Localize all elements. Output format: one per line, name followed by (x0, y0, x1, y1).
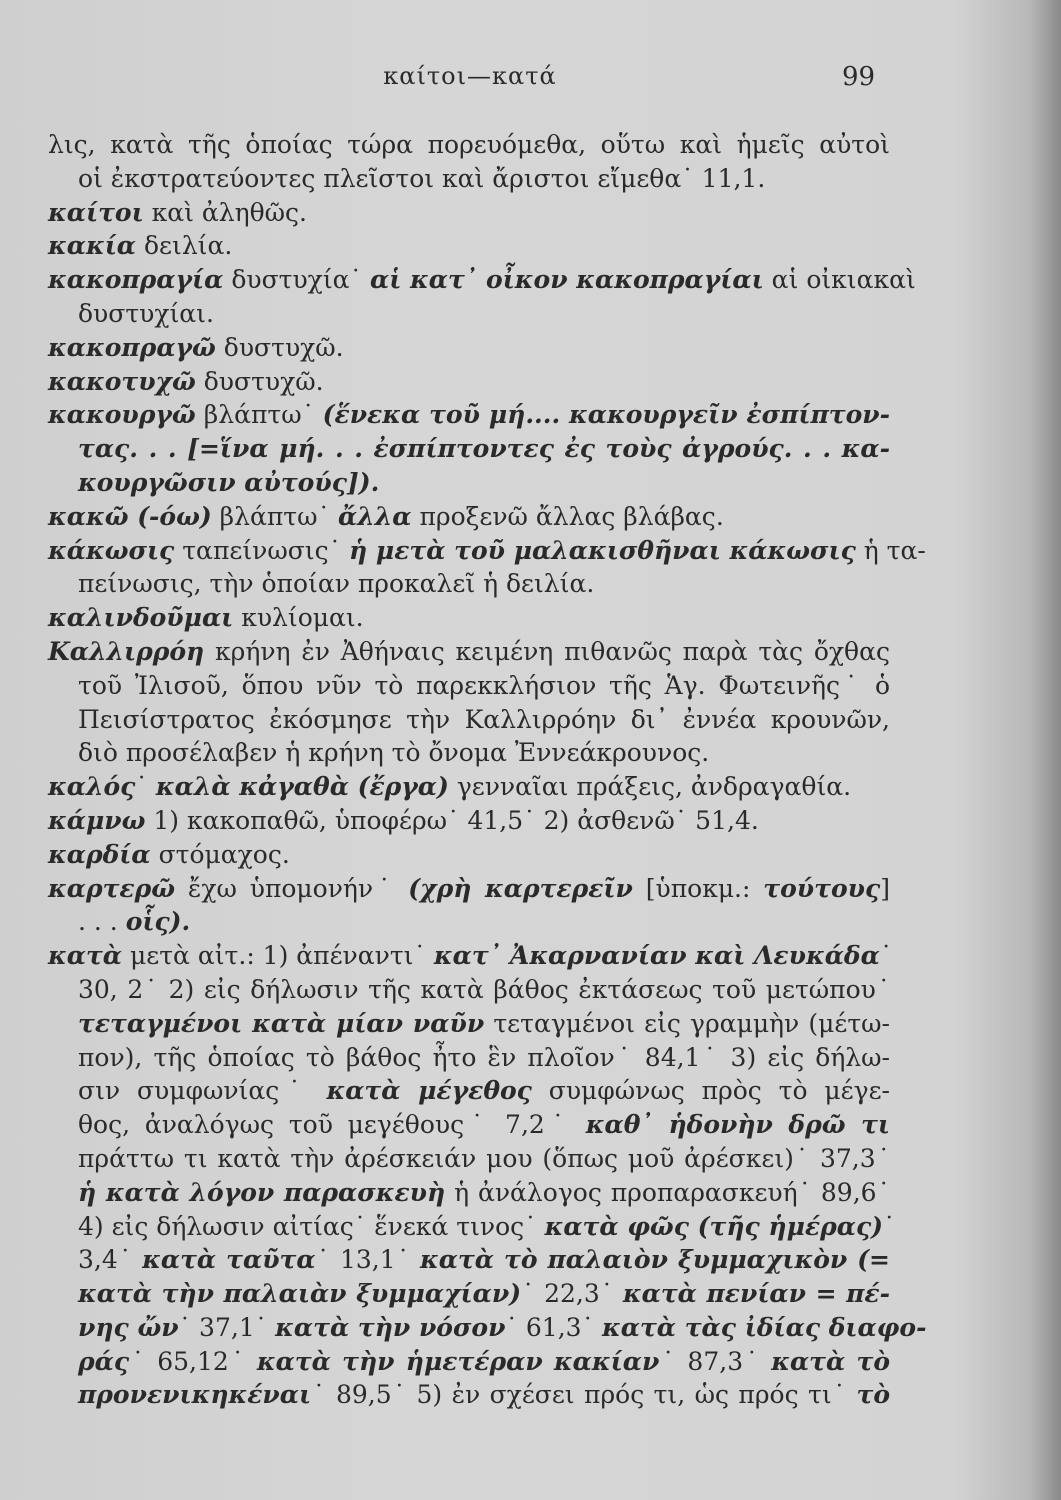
text-segment: ˙ 13,1˙ (315, 1245, 420, 1275)
headword: κατὰ (48, 941, 123, 971)
text-line (48, 398, 890, 432)
text-segment: δυστυχῶ. (215, 332, 344, 362)
text-line (48, 736, 890, 770)
text-segment: ] (880, 873, 890, 903)
text-segment: δυστυχίαι. (78, 298, 214, 328)
headword: κατ᾿ Ἀκαρνανίαν καὶ Λευκάδα (433, 941, 880, 971)
headword: κακοτυχῶ (48, 366, 196, 396)
text-segment: διὸ προσέλαβεν ἡ κρήνη τὸ ὄνομα Ἐννεάκρουνος. (78, 738, 710, 768)
headword: κατὰ τὰς ἰδίας διαφο- (602, 1312, 927, 1342)
headword: κατὰ τὸ (771, 1346, 890, 1376)
headword: τας. . . [=ἵνα μή. . . ἐσπίπτοντες ἐς τοὺς ἀγρούς. . . κα- (78, 434, 890, 464)
headword: τεταγμένοι κατὰ μίαν ναῦν (78, 1008, 485, 1038)
text-line (48, 838, 890, 872)
text-line (48, 567, 890, 601)
headword: κάκωσις (48, 535, 175, 565)
text-segment: μετὰ αἰτ.: 1) ἀπέναντι˙ (122, 941, 434, 971)
headword: καίτοι (48, 197, 144, 227)
glossary-text (48, 128, 927, 1412)
headword: ἡ κατὰ λόγον παρασκευὴ (78, 1177, 446, 1207)
text-segment: αἱ οἰκιακαὶ (763, 265, 916, 295)
text-segment: δειλία. (136, 231, 233, 261)
text-line (48, 162, 890, 196)
text-line (48, 1378, 890, 1412)
text-line (48, 1041, 890, 1075)
text-segment: λις, κατὰ τῆς ὁποίας τώρα πορευόμεθα, οὕτω καὶ ἡμεῖς αὐτοὶ (48, 130, 890, 159)
text-line (48, 1176, 890, 1210)
headword: Καλλιρρόη (48, 636, 205, 666)
text-segment: 1) κακοπαθῶ, ὑποφέρω˙ 41,5˙ 2) ἀσθενῶ˙ 51,4. (145, 805, 759, 835)
text-segment: ˙ (879, 941, 893, 971)
page-number: 99 (842, 62, 876, 92)
text-segment: κυλίομαι. (233, 603, 364, 633)
text-segment: ˙ 89,5˙ 5) ἐν σχέσει πρός τι, ὡς πρός τι˙ (311, 1380, 857, 1410)
headword: (ἕνεκα τοῦ μή.... κακουργεῖν ἐσπίπτον- (322, 400, 890, 430)
text-line (48, 1007, 890, 1041)
headword: ἡ μετὰ τοῦ μαλακισθῆναι κάκωσις (349, 535, 856, 565)
running-head: καίτοι—κατά (383, 62, 557, 90)
text-segment: γενναῖαι πράξεις, ἀνδραγαθία. (448, 772, 852, 802)
text-segment: βλάπτω˙ (211, 501, 338, 531)
text-segment: ˙ (883, 1211, 896, 1241)
text-line (48, 703, 890, 737)
headword: κακουργῶ (48, 400, 196, 430)
text-segment: στόμαχος. (150, 839, 290, 869)
headword: καθ᾿ ἡδονὴν δρῶ τι (585, 1110, 890, 1140)
text-line (48, 1108, 890, 1142)
text-line (48, 229, 890, 263)
text-line (48, 1243, 890, 1277)
headword: κατὰ μέγεθος (326, 1076, 532, 1106)
text-line (48, 905, 890, 939)
headword: οἷς). (125, 907, 191, 937)
text-line (48, 263, 916, 297)
text-line (48, 1210, 896, 1244)
headword: προνενικηκέναι (78, 1380, 312, 1410)
headword: κατὰ τὴν ἡμετέραν κακίαν (256, 1346, 660, 1376)
text-segment: τοῦ Ἰλισοῦ, ὅπου νῦν τὸ παρεκκλήσιον τῆς Ἁγ. Φωτεινῆς˙ ὁ (78, 670, 890, 700)
page-header (0, 62, 1061, 98)
text-line (48, 500, 890, 534)
text-segment: σιν συμφωνίας˙ (78, 1076, 327, 1106)
text-line (48, 365, 890, 399)
headword: καλός (48, 772, 136, 802)
text-segment: πείνωσις, τὴν ὁποίαν προκαλεῖ ἡ δειλία. (78, 569, 595, 599)
headword: κακοπραγία (48, 265, 224, 295)
text-line (48, 1311, 927, 1345)
headword: κατὰ πενίαν = πέ- (622, 1279, 890, 1309)
text-segment: ταπείνωσις˙ (174, 535, 350, 565)
text-segment: οἱ ἐκστρατεύοντες πλεῖστοι καὶ ἄριστοι εἴμεθα˙ 11,1. (78, 163, 766, 193)
text-segment: ˙ (135, 772, 156, 802)
text-segment: καὶ ἀληθῶς. (143, 197, 307, 227)
text-line (48, 939, 893, 973)
headword: κακοπραγῶ (48, 332, 216, 362)
text-segment: ἔχω ὑπομονήν˙ (175, 873, 409, 903)
text-line (48, 669, 890, 703)
text-segment: ˙ 61,3˙ (505, 1312, 602, 1342)
headword: κακῶ (-όω) (48, 501, 212, 531)
headword: καρτερῶ (48, 873, 176, 903)
headword: ράς (78, 1346, 130, 1376)
text-line (48, 973, 890, 1007)
text-line (48, 635, 890, 669)
text-line (48, 432, 890, 466)
headword: κακία (48, 231, 137, 261)
text-segment: βλάπτω˙ (195, 400, 323, 430)
text-line (48, 196, 890, 230)
text-segment: Πεισίστρατος ἐκόσμησε τὴν Καλλιρρόην δι᾿ ἐννέα κρουνῶν, (78, 704, 890, 734)
headword: κατὰ τὴν παλαιὰν ξυμμαχίαν) (78, 1279, 522, 1309)
text-line (48, 534, 926, 568)
headword: κατὰ ταῦτα (142, 1245, 316, 1275)
headword: κατὰ τὸ παλαιὸν ξυμμαχικὸν (= (419, 1245, 890, 1275)
text-segment: 4) εἰς δήλωσιν αἰτίας˙ ἕνεκά τινος˙ (78, 1211, 545, 1241)
headword: τὸ (856, 1380, 890, 1410)
text-line (48, 1277, 890, 1311)
text-segment: . . . (78, 907, 126, 937)
text-segment: ˙ 22,3˙ (521, 1279, 623, 1309)
text-line (48, 1142, 890, 1176)
text-segment: πον), τῆς ὁποίας τὸ βάθος ἦτο ἓν πλοῖον˙ 84,1˙ 3) εἰς δήλω- (78, 1042, 890, 1072)
text-line (48, 297, 890, 331)
text-segment: 30, 2˙ 2) εἰς δήλωσιν τῆς κατὰ βάθος ἐκτάσεως τοῦ μετώπου˙ (78, 974, 890, 1004)
text-segment: [ὑποκμ.: (632, 873, 764, 903)
headword: τούτους (763, 873, 881, 903)
text-segment: συμφώνως πρὸς τὸ μέγε- (531, 1076, 890, 1106)
text-segment: δυστυχῶ. (195, 366, 324, 396)
headword: νης ὤν (78, 1312, 179, 1342)
text-segment: ἡ ἀνάλογος προπαρασκευή˙ 89,6˙ (445, 1177, 891, 1207)
text-line (48, 466, 890, 500)
headword: κατὰ φῶς (τῆς ἡμέρας) (544, 1211, 884, 1241)
text-line (48, 1074, 890, 1108)
headword: κατὰ τὴν νόσον (275, 1312, 506, 1342)
text-segment: ˙ 37,1˙ (178, 1312, 276, 1342)
text-line (48, 128, 890, 162)
headword: κάμνω (48, 805, 146, 835)
text-segment: τεταγμένοι εἰς γραμμὴν (μέτω- (484, 1008, 890, 1038)
text-segment: προξενῶ ἄλλας βλάβας. (411, 501, 724, 531)
text-line (48, 601, 890, 635)
text-segment: 3,4˙ (78, 1245, 143, 1275)
text-segment: ˙ 87,3˙ (659, 1346, 772, 1376)
text-line (48, 770, 890, 804)
text-segment: ἡ τα- (855, 535, 926, 565)
headword: (χρὴ καρτερεῖν (408, 873, 633, 903)
text-segment: ˙ 65,12˙ (129, 1346, 257, 1376)
text-line (48, 331, 890, 365)
text-segment: δυστυχία˙ (223, 265, 370, 295)
text-segment: θος, ἀναλόγως τοῦ μεγέθους˙ 7,2˙ (78, 1110, 586, 1140)
headword: κουργῶσιν αὐτούς]). (78, 467, 380, 497)
headword: καλὰ κἀγαθὰ (ἔργα) (155, 772, 449, 802)
headword: ἄλλα (337, 501, 412, 531)
text-line (48, 804, 890, 838)
headword: καλινδοῦμαι (48, 603, 234, 633)
headword: καρδία (48, 839, 151, 869)
text-line (48, 872, 890, 906)
headword: αἱ κατ᾿ οἶκον κακοπραγίαι (369, 265, 764, 295)
text-segment: κρήνη ἐν Ἀθήναις κειμένη πιθανῶς παρὰ τὰς ὄχθας (204, 636, 890, 666)
text-segment: πράττω τι κατὰ τὴν ἀρέσκειάν μου (ὅπως μοῦ ἀρέσκει)˙ 37,3˙ (78, 1143, 890, 1173)
text-line (48, 1345, 890, 1379)
